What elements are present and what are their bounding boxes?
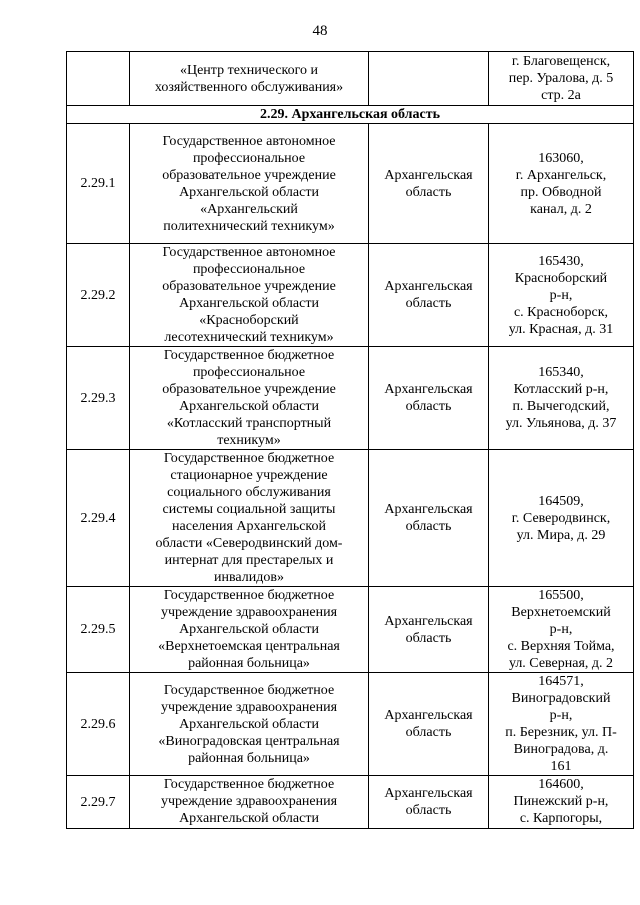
row-number-content [69, 287, 127, 304]
organization-name [130, 347, 369, 450]
address-line: Виноградова, д. [513, 742, 609, 757]
table-row [67, 124, 634, 244]
organization-name-content [132, 450, 366, 586]
address-content [491, 150, 631, 218]
address-line: Красноборский [514, 270, 608, 286]
organization-name-line: Государственное автономное [162, 245, 336, 260]
region-line: Архангельская [384, 382, 473, 397]
address [489, 52, 634, 106]
organization-name-line: Архангельской области [179, 399, 319, 414]
row-number-text: 2.29.1 [80, 176, 116, 191]
row-number-text: 2.29.7 [80, 794, 116, 810]
address-line: пер. Уралова, д. 5 [508, 71, 614, 86]
organization-name-line: техникум» [217, 433, 281, 448]
row-number [67, 673, 130, 776]
row-number-text: 2.29.2 [80, 287, 116, 303]
organization-name-line: хозяйственного обслуживания» [154, 79, 344, 95]
row-number [67, 244, 130, 347]
region [369, 450, 489, 587]
row-number [67, 347, 130, 450]
organization-name-line: профессиональное [192, 365, 306, 380]
address-line: 161 [550, 759, 572, 774]
address-line: ул. Мира, д. 29 [516, 527, 606, 543]
organization-name-content [132, 62, 366, 96]
region [369, 587, 489, 673]
organization-name-line: Государственное бюджетное [163, 777, 335, 792]
organization-name-line: интернат для престарелых и [164, 553, 334, 568]
address-line: Пинежский р-н, [513, 794, 609, 809]
region-line: Архангельская [384, 502, 473, 517]
region [369, 673, 489, 776]
organization-name-line: профессиональное [192, 262, 306, 277]
row-number-content [69, 621, 127, 638]
address-line: 164571, [538, 674, 584, 689]
row-number-content [69, 175, 127, 192]
address-line: г. Благовещенск, [511, 54, 611, 69]
row-number [67, 124, 130, 244]
organization-name-line: Государственное бюджетное [163, 451, 335, 466]
organization-name-line: Государственное бюджетное [163, 682, 335, 698]
row-number [67, 450, 130, 587]
row-number-content [69, 716, 127, 733]
address-line: стр. 2а [541, 88, 581, 103]
row-number-text: 2.29.3 [80, 390, 116, 406]
page-number: 48 [312, 23, 328, 39]
address [489, 673, 634, 776]
address-line: с. Верхняя Тойма, [507, 639, 615, 654]
organization-name-line: населения Архангельской [172, 519, 326, 534]
organization-name-content [132, 347, 366, 449]
organization-name-line: области «Северодвинский дом- [155, 536, 343, 551]
address-line: ул. Северная, д. 2 [508, 656, 614, 671]
address-line: пр. Обводной [520, 184, 602, 200]
organization-name-line: «Красноборский [199, 313, 299, 328]
table-row [67, 776, 634, 829]
address [489, 244, 634, 347]
organization-name-line: Архангельской области [179, 811, 319, 826]
region-content [371, 501, 486, 535]
address-line: 164600, [538, 777, 584, 792]
region [369, 244, 489, 347]
organization-name-line: учреждение здравоохранения [160, 794, 338, 809]
region-content [371, 167, 486, 201]
organization-name-line: учреждение здравоохранения [160, 605, 338, 620]
region-line: Архангельская [384, 167, 473, 183]
address-line: р-н, [549, 287, 573, 303]
organization-name-line: районная больница» [188, 750, 310, 766]
organization-name-line: «Котласский транспортный [166, 416, 332, 431]
region-line: Архангельская [384, 786, 473, 801]
address-line: р-н, [549, 622, 573, 637]
organization-name [130, 450, 369, 587]
organization-name-line: районная больница» [188, 656, 310, 671]
region-line: Архангельская [384, 279, 473, 294]
region [369, 776, 489, 829]
table-row [67, 450, 634, 587]
region-line: область [405, 296, 452, 311]
organization-name [130, 587, 369, 673]
table-row [67, 587, 634, 673]
organization-name-line: Государственное бюджетное [163, 348, 335, 363]
section-header-row [67, 106, 634, 124]
address-line: г. Северодвинск, [511, 510, 611, 526]
address-line: 165500, [538, 588, 584, 603]
address [489, 124, 634, 244]
address-line: п. Березник, ул. П- [505, 725, 617, 740]
table-row [67, 673, 634, 776]
table-body [67, 52, 634, 829]
region [369, 347, 489, 450]
address-line: ул. Красная, д. 31 [508, 321, 614, 337]
address-line: с. Карпогоры, [519, 811, 603, 826]
organization-name-line: образовательное учреждение [162, 382, 336, 397]
address-line: Виноградовский [511, 691, 611, 706]
organization-name [130, 673, 369, 776]
address-content [491, 493, 631, 544]
organization-name-line: образовательное учреждение [162, 279, 336, 294]
organization-name [130, 52, 369, 106]
organization-name [130, 244, 369, 347]
address [489, 450, 634, 587]
region-line: Архангельская [384, 708, 473, 723]
address-content [491, 673, 631, 775]
address-content [491, 364, 631, 432]
organization-name-line: социального обслуживания [167, 485, 331, 500]
organization-name-line: Архангельской области [179, 622, 319, 637]
organization-name-content [132, 587, 366, 672]
address [489, 776, 634, 829]
organization-name-line: политехнический техникум» [163, 218, 335, 234]
organization-name-line: «Верхнетоемская центральная [158, 639, 340, 654]
region-line: область [405, 399, 452, 414]
row-number-text: 2.29.6 [80, 716, 116, 732]
address-line: г. Архангельск, [515, 167, 607, 183]
organization-name-line: «Архангельский [200, 201, 298, 217]
row-number-content [69, 390, 127, 407]
address-content [491, 587, 631, 672]
region-content [371, 707, 486, 741]
organization-name-line: образовательное учреждение [162, 167, 336, 183]
address-line: с. Красноборск, [513, 304, 609, 320]
table-row [67, 347, 634, 450]
row-number-text: 2.29.5 [80, 622, 116, 637]
region-line: область [405, 725, 452, 740]
organization-name-line: «Виноградовская центральная [158, 733, 340, 749]
address-line: 163060, [538, 150, 584, 166]
organization-name-content [132, 244, 366, 346]
organization-name-content [132, 776, 366, 828]
region-line: область [405, 519, 452, 534]
address-content [491, 776, 631, 828]
organization-name-line: «Центр технического и [179, 62, 319, 78]
organization-name-line: инвалидов» [214, 570, 284, 585]
organization-name-line: стационарное учреждение [170, 468, 328, 483]
address-content [491, 53, 631, 104]
row-number [67, 587, 130, 673]
organization-name-line: Государственное бюджетное [163, 588, 335, 603]
organization-name [130, 124, 369, 244]
organization-name-line: Архангельской области [179, 184, 319, 200]
region-line: область [405, 630, 452, 646]
table-row [67, 52, 634, 106]
address-line: 165340, [538, 365, 584, 380]
address-line: р-н, [549, 708, 573, 723]
organization-name-line: профессиональное [192, 150, 306, 166]
organization-name-line: Архангельской области [179, 716, 319, 732]
organization-name-line: Архангельской области [179, 296, 319, 311]
organization-name-line: учреждение здравоохранения [160, 699, 338, 715]
region-line: область [405, 803, 452, 818]
region-line: Архангельская [384, 613, 473, 629]
organization-name [130, 776, 369, 829]
region-content [371, 381, 486, 415]
address-line: Котласский р-н, [513, 382, 609, 397]
region-content [371, 613, 486, 647]
address-line: канал, д. 2 [530, 201, 592, 217]
address-line: п. Вычегодский, [512, 399, 610, 414]
row-number [67, 776, 130, 829]
address-line: 165430, [538, 253, 584, 269]
organization-name-line: Государственное автономное [162, 133, 336, 149]
address-line: ул. Ульянова, д. 37 [505, 416, 617, 431]
region-content [371, 278, 486, 312]
organization-name-content [132, 682, 366, 767]
address-line: 164509, [538, 493, 584, 509]
row-number-content [69, 510, 127, 527]
organizations-table [66, 51, 634, 829]
row-number-text: 2.29.4 [80, 510, 116, 526]
region [369, 124, 489, 244]
address [489, 347, 634, 450]
row-number-content [69, 776, 127, 828]
address-line: Верхнетоемский [511, 605, 611, 620]
address [489, 587, 634, 673]
address-content [491, 253, 631, 338]
section-title: 2.29. Архангельская область [67, 106, 634, 124]
region-content [371, 776, 486, 828]
organization-name-line: лесотехнический техникум» [164, 330, 334, 345]
row-number [67, 52, 130, 106]
region-line: область [405, 184, 452, 200]
organization-name-content [132, 133, 366, 235]
organization-name-line: системы социальной защиты [162, 502, 336, 517]
region [369, 52, 489, 106]
table-row [67, 244, 634, 347]
